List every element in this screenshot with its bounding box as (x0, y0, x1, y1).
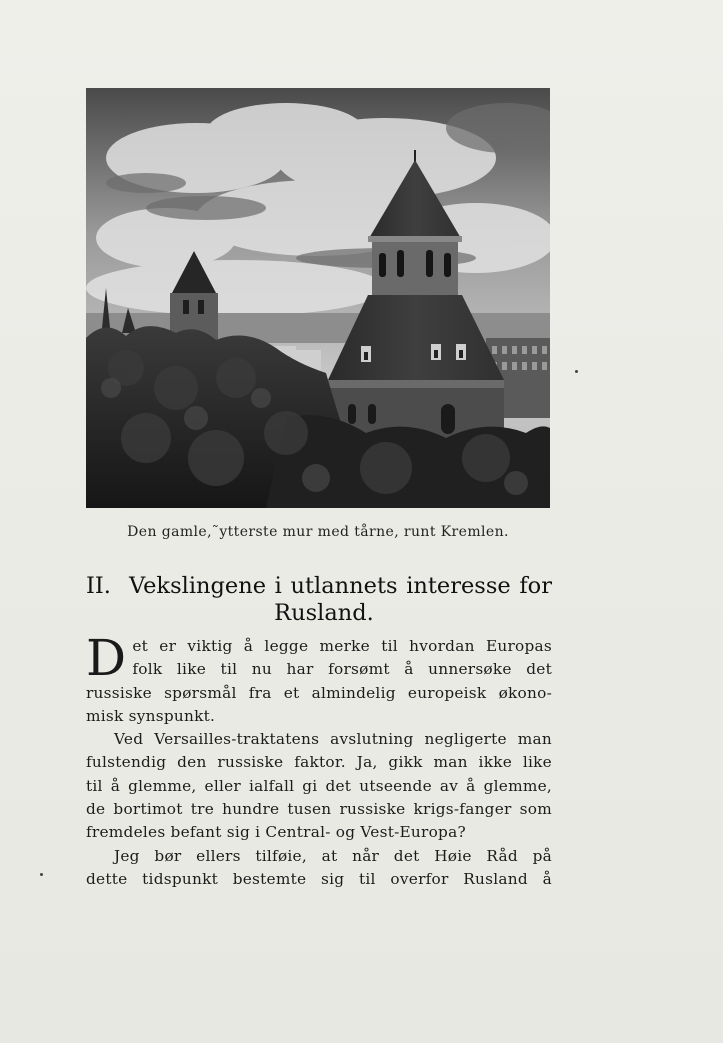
text-line: misk synspunkt. (86, 706, 216, 725)
paragraph-2 (86, 728, 552, 844)
photo-caption: Den gamle,˜ytterste mur med tårne, runt Kremlen. (127, 524, 509, 540)
chapter-numeral: II. (86, 573, 111, 599)
text-line: dette tidspunkt bestemte sig til overfor Rusland å (86, 869, 552, 888)
chapter-heading-line2: Rusland. (274, 600, 374, 626)
paragraph-3 (86, 845, 552, 892)
chapter-heading (86, 573, 552, 627)
chapter-title-word: for (519, 573, 552, 599)
chapter-title-word: Vekslingene (128, 573, 267, 599)
paper-speck (40, 873, 43, 876)
chapter-title-word: i (274, 573, 282, 599)
text-line: folk like til nu har forsømt å unnersøke det (132, 660, 552, 679)
paper-speck (575, 370, 578, 373)
chapter-title-word: utlannets (290, 573, 398, 599)
kremlin-towers-photo (86, 88, 550, 508)
text-line: Ved Versailles-traktatens avslutning negligerte man (114, 730, 552, 749)
text-line: fremdeles befant sig i Central- og Vest-Europa? (86, 823, 466, 842)
chapter-heading-line1 (86, 573, 552, 600)
drop-cap: D (86, 629, 127, 687)
text-line: de bortimot tre hundre tusen russiske krigs-fanger som (86, 800, 552, 819)
text-line: fulstendig den russiske faktor. Ja, gikk man ikke like (86, 753, 552, 772)
paragraph-1 (86, 629, 552, 728)
chapter-title-word: interesse (406, 573, 511, 599)
text-line: Jeg bør ellers tilføie, at når det Høie Råd på (114, 846, 552, 865)
body-text (86, 629, 552, 891)
text-line: til å glemme, eller ialfall gi det utseende av å glemme, (86, 776, 552, 795)
text-line: et er viktig å legge merke til hvordan Europas (132, 637, 552, 655)
text-line: russiske spørsmål fra et almindelig europeisk økono- (86, 683, 552, 702)
